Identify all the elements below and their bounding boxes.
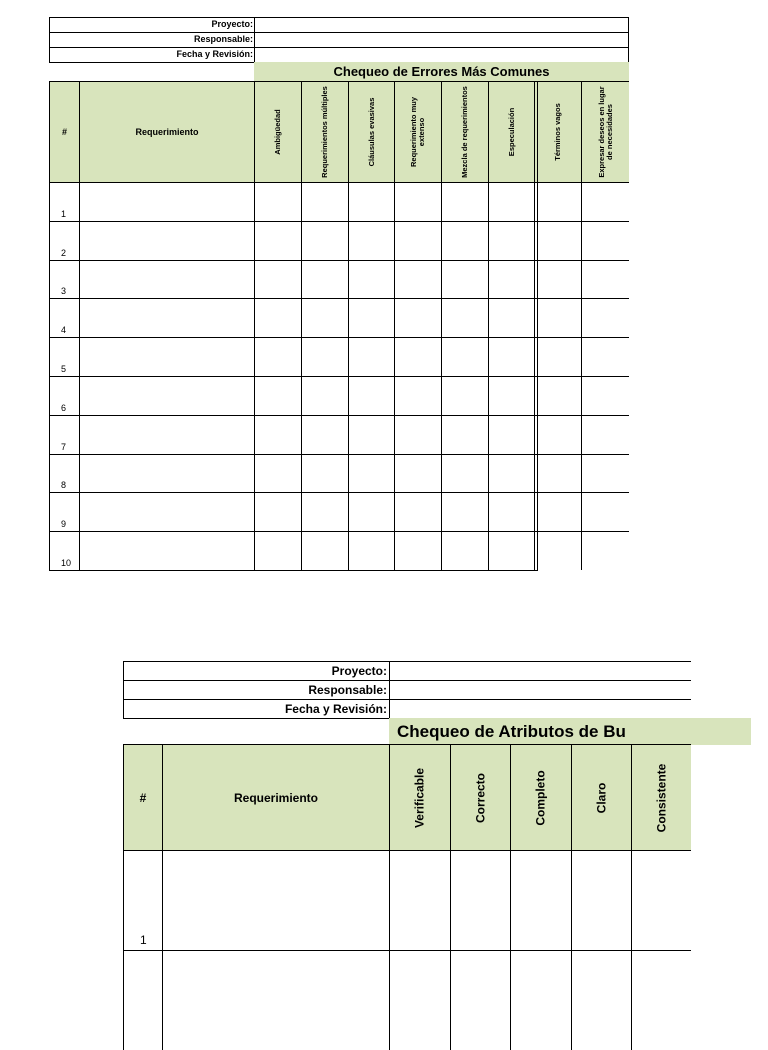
check-cell[interactable] [348,298,394,337]
check-cell[interactable] [441,531,488,570]
info-divider [389,661,390,719]
check-cell[interactable] [254,182,301,221]
table-title: Chequeo de Atributos de Bu [397,722,626,741]
header-column [571,744,631,850]
fecha-revision-field[interactable] [255,48,628,62]
row-number-cell [49,182,79,221]
label-proyecto: Proyecto: [331,664,387,678]
label-proyecto: Proyecto: [211,19,253,29]
fecha-revision-field[interactable] [391,700,690,717]
check-cell[interactable] [581,298,629,337]
check-cell[interactable] [581,492,629,531]
row-number: 6 [61,402,67,413]
check-cell[interactable] [348,182,394,221]
label-responsable: Responsable: [193,34,253,44]
check-cell[interactable] [394,221,441,260]
check-cell[interactable] [301,415,348,454]
row-number-cell [49,492,79,531]
check-cell[interactable] [581,531,629,570]
check-cell[interactable] [254,454,301,493]
check-cell[interactable] [441,492,488,531]
header-requerimiento: Requerimiento [162,744,389,850]
check-cell[interactable] [581,376,629,415]
check-cell[interactable] [631,950,691,1050]
check-cell[interactable] [394,531,441,570]
check-cell[interactable] [488,298,534,337]
info-line [123,718,390,719]
check-cell[interactable] [394,182,441,221]
check-cell[interactable] [534,492,581,531]
check-cell[interactable] [394,260,441,299]
check-cell[interactable] [441,260,488,299]
row-number-cell [123,950,162,1050]
check-cell[interactable] [488,531,534,570]
check-cell[interactable] [534,531,581,570]
header-column [348,81,394,182]
table-right-border [537,81,538,570]
requerimiento-cell[interactable] [79,221,254,260]
row-number: 10 [61,557,72,568]
check-cell[interactable] [441,337,488,376]
check-cell[interactable] [254,415,301,454]
requerimiento-cell[interactable] [162,850,389,950]
requerimiento-cell[interactable] [79,492,254,531]
table-title: Chequeo de Errores Más Comunes [254,62,629,81]
row-number-cell [49,376,79,415]
check-cell[interactable] [534,221,581,260]
header-num: # [123,744,162,850]
header-column-label: Términos vagos [553,103,563,161]
check-cell[interactable] [488,492,534,531]
check-cell[interactable] [571,850,631,950]
check-cell[interactable] [441,182,488,221]
label-responsable: Responsable: [308,683,387,697]
check-cell[interactable] [488,415,534,454]
row-number: 9 [61,519,67,530]
header-num: # [49,81,79,182]
requerimiento-cell[interactable] [79,182,254,221]
row-number: 8 [61,480,67,491]
requerimiento-cell[interactable] [79,454,254,493]
check-cell[interactable] [301,337,348,376]
header-column [389,744,450,850]
check-cell[interactable] [254,221,301,260]
check-cell[interactable] [301,298,348,337]
row-number: 3 [61,286,67,297]
check-cell[interactable] [301,376,348,415]
header-column-label: Ambigüedad [273,109,283,155]
row-number: 5 [61,363,67,374]
row-number-cell [49,337,79,376]
check-cell[interactable] [581,182,629,221]
check-cell[interactable] [488,221,534,260]
check-cell[interactable] [394,376,441,415]
header-column-label: Expresar deseos en lugar de necesidades [596,86,614,178]
check-cell[interactable] [441,298,488,337]
check-cell[interactable] [450,850,510,950]
header-column-label: Completo [533,769,548,826]
check-cell[interactable] [581,415,629,454]
check-cell[interactable] [348,221,394,260]
header-column [510,744,571,850]
requerimiento-cell[interactable] [79,376,254,415]
check-cell[interactable] [534,260,581,299]
header-column-label: Especulación [506,107,516,157]
row-number-cell [123,850,162,950]
requerimiento-cell[interactable] [162,950,389,1050]
check-cell[interactable] [450,950,510,1050]
check-cell[interactable] [394,298,441,337]
check-cell[interactable] [254,531,301,570]
check-cell[interactable] [488,260,534,299]
requerimiento-cell[interactable] [79,260,254,299]
row-number-cell [49,415,79,454]
header-column [441,81,488,182]
check-cell[interactable] [301,182,348,221]
check-cell[interactable] [348,260,394,299]
check-cell[interactable] [301,260,348,299]
check-cell[interactable] [254,337,301,376]
row-number: 2 [61,247,67,258]
requerimiento-cell[interactable] [79,415,254,454]
check-cell[interactable] [394,337,441,376]
check-cell[interactable] [581,221,629,260]
errors-table [49,81,629,570]
header-column [450,744,510,850]
check-cell[interactable] [534,454,581,493]
row-number-cell [49,260,79,299]
table-bottom-border [49,570,538,571]
check-cell[interactable] [301,221,348,260]
label-fecha-revision: Fecha y Revisión: [284,702,387,716]
check-cell[interactable] [348,337,394,376]
header-column-label: Claro [594,782,609,813]
check-cell[interactable] [394,415,441,454]
responsable-field[interactable] [255,33,628,47]
header-column-label: Requerimientos múltiples [320,86,330,178]
check-cell[interactable] [571,950,631,1050]
check-cell[interactable] [534,337,581,376]
check-cell[interactable] [254,260,301,299]
header-column-label: Cláusulas evasivas [366,97,376,167]
check-cell[interactable] [581,260,629,299]
check-cell[interactable] [254,492,301,531]
check-cell[interactable] [510,850,571,950]
check-cell[interactable] [348,415,394,454]
check-cell[interactable] [488,182,534,221]
requerimiento-cell[interactable] [79,337,254,376]
check-cell[interactable] [254,298,301,337]
check-cell[interactable] [301,492,348,531]
check-cell[interactable] [301,454,348,493]
header-requerimiento: Requerimiento [79,81,254,182]
row-number: 1 [140,933,147,947]
header-column-label: Correcto [473,772,488,823]
check-cell[interactable] [488,454,534,493]
check-cell[interactable] [534,182,581,221]
check-cell[interactable] [301,531,348,570]
header-column-label: Verificable [412,767,427,828]
row-number-cell [49,454,79,493]
responsable-field[interactable] [391,681,690,698]
check-cell[interactable] [534,298,581,337]
check-cell[interactable] [510,950,571,1050]
header-column [581,81,629,182]
header-column [488,81,534,182]
check-cell[interactable] [348,376,394,415]
check-cell[interactable] [441,415,488,454]
header-column [534,81,581,182]
label-fecha-revision: Fecha y Revisión: [176,49,253,59]
row-number: 7 [61,441,67,452]
check-cell[interactable] [389,950,450,1050]
check-cell[interactable] [394,492,441,531]
check-cell[interactable] [581,454,629,493]
header-column [254,81,301,182]
row-number-cell [49,221,79,260]
check-cell[interactable] [254,376,301,415]
check-cell[interactable] [441,221,488,260]
check-cell[interactable] [394,454,441,493]
check-cell[interactable] [348,531,394,570]
header-column [394,81,441,182]
requerimiento-cell[interactable] [79,298,254,337]
check-cell[interactable] [348,492,394,531]
header-column [631,744,691,850]
header-column-label: Requerimiento muy extenso [409,97,426,168]
check-cell[interactable] [441,454,488,493]
check-cell[interactable] [534,415,581,454]
check-cell[interactable] [534,376,581,415]
header-column [301,81,348,182]
header-column-label: Mezcla de requerimientos [460,86,470,178]
row-number-cell [49,531,79,570]
check-cell[interactable] [488,376,534,415]
proyecto-field[interactable] [255,18,628,32]
header-column-label: Consistente [654,763,669,832]
check-cell[interactable] [631,850,691,950]
proyecto-field[interactable] [391,662,690,679]
check-cell[interactable] [581,337,629,376]
row-number: 1 [61,208,67,219]
requerimiento-cell[interactable] [79,531,254,570]
table-title-bar [389,718,751,745]
check-cell[interactable] [389,850,450,950]
check-cell[interactable] [348,454,394,493]
check-cell[interactable] [441,376,488,415]
check-cell[interactable] [488,337,534,376]
attributes-table [123,744,691,1034]
row-number-cell [49,298,79,337]
row-number: 4 [61,325,67,336]
